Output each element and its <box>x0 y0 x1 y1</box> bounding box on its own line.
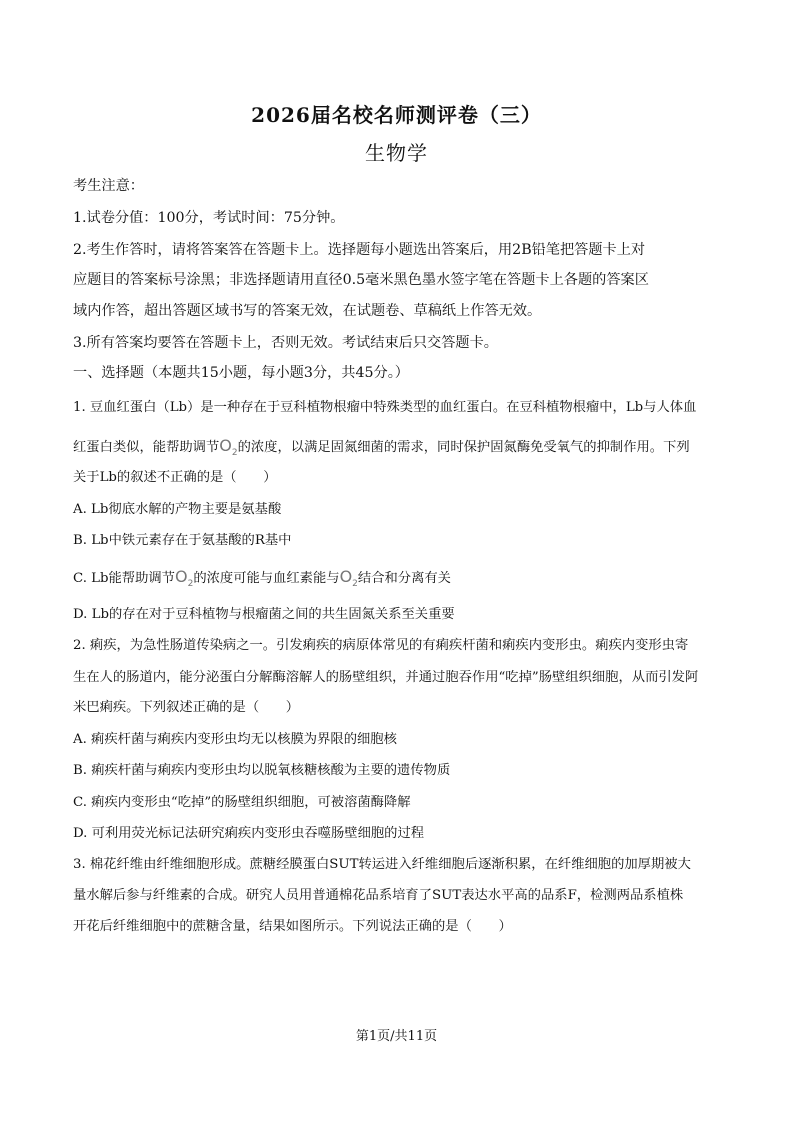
o2-formula: $O_2$ <box>219 436 238 459</box>
q3-line-1: 3. 棉花纤维由纤维细胞形成。蔗糖经膜蛋白SUT转运进入纤维细胞后逐渐积累，在纤维细胞的加厚期被大 <box>73 857 691 872</box>
q1-option-d: D. Lb的存在对于豆科植物与根瘤菌之间的共生固氮关系至关重要 <box>73 607 455 622</box>
q2-option-b: B. 痢疾杆菌与痢疾内变形虫均以脱氧核糖核酸为主要的遗传物质 <box>73 763 451 778</box>
notice-item-1: 1.试卷分值：100分，考试时间：75分钟。 <box>73 210 345 226</box>
q2-option-a: A. 痢疾杆菌与痢疾内变形虫均无以核膜为界限的细胞核 <box>73 732 397 747</box>
o2-formula: $O_2$ <box>339 567 358 590</box>
notice-item-2-line-2: 应题目的答案标号涂黑；非选择题请用直径0.5毫米黑色墨水签字笔在答题卡上各题的答案区 <box>73 272 649 288</box>
q1-option-c: C. Lb能帮助调节$O_2$的浓度可能与血红素能与$O_2$结合和分离有关 <box>73 567 451 590</box>
q1-line-2-part-a: 红蛋白类似，能帮助调节 <box>73 440 220 455</box>
q2-option-d: D. 可利用荧光标记法研究痢疾内变形虫吞噬肠壁细胞的过程 <box>73 826 425 841</box>
q2-line-2: 生在人的肠道内，能分泌蛋白分解酶溶解人的肠壁组织，并通过胞吞作用“吃掉”肠壁组织细胞，从而引发阿 <box>73 670 699 685</box>
exam-title: 2026届名校名师测评卷（三） <box>251 103 542 127</box>
q1-line-1: 1. 豆血红蛋白（Lb）是一种存在于豆科植物根瘤中特殊类型的血红蛋白。在豆科植物根瘤中，Lb与人体血 <box>73 400 697 415</box>
q1-line-3: 关于Lb的叙述不正确的是（ ） <box>73 470 277 485</box>
q1-line-2-part-b: 的浓度，以满足固氮细菌的需求，同时保护固氮酶免受氧气的抑制作用。下列 <box>237 440 690 455</box>
notice-heading: 考生注意： <box>73 178 144 194</box>
notice-item-3: 3.所有答案均要答在答题卡上，否则无效。考试结束后只交答题卡。 <box>73 335 498 351</box>
q1-option-a: A. Lb彻底水解的产物主要是氨基酸 <box>73 502 282 517</box>
q3-line-3: 开花后纤维细胞中的蔗糖含量，结果如图所示。下列说法正确的是（ ） <box>73 919 512 934</box>
notice-item-2-line-3: 域内作答，超出答题区域书写的答案无效，在试题卷、草稿纸上作答无效。 <box>73 303 542 319</box>
q2-line-3: 米巴痢疾。下列叙述正确的是（ ） <box>73 700 300 715</box>
q3-line-2: 量水解后参与纤维素的合成。研究人员用普通棉花品系培育了SUT表达水平高的品系F，检测两品系植株 <box>73 888 684 903</box>
q2-line-1: 2. 痢疾，为急性肠道传染病之一。引发痢疾的病原体常见的有痢疾杆菌和痢疾内变形虫。痢疾内变形虫寄 <box>73 638 689 653</box>
subject-title: 生物学 <box>365 141 428 165</box>
q1-option-b: B. Lb中铁元素存在于氨基酸的R基中 <box>73 533 292 548</box>
section-heading: 一、选择题（本题共15小题，每小题3分，共45分。） <box>73 365 409 381</box>
notice-item-2-line-1: 2.考生作答时，请将答案答在答题卡上。选择题每小题选出答案后，用2B铅笔把答题卡上对 <box>73 242 646 258</box>
o2-formula: $O_2$ <box>174 567 194 590</box>
q1-line-2 <box>73 436 723 463</box>
page-number: 第1页/共11页 <box>355 1029 438 1044</box>
q2-option-c: C. 痢疾内变形虫“吃掉”的肠壁组织细胞，可被溶菌酶降解 <box>73 795 411 810</box>
